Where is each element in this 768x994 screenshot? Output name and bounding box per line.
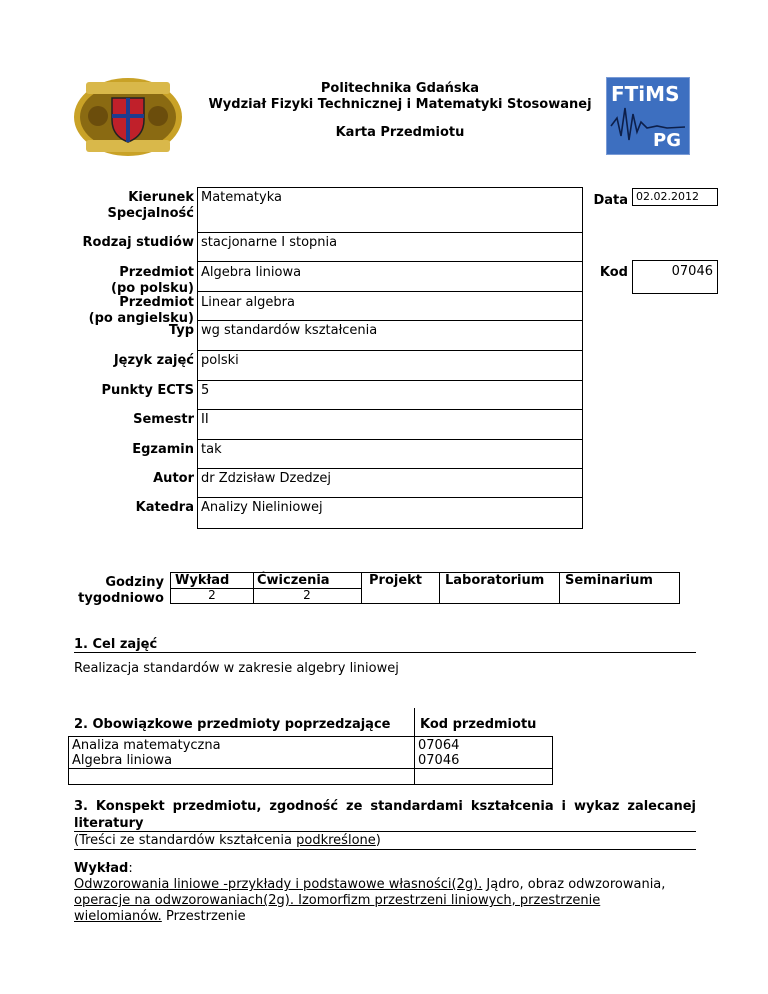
lecture-colon: :: [128, 861, 133, 876]
fields-top-border: [197, 187, 582, 188]
row-line-8: [197, 439, 582, 440]
section2-right-line: [552, 736, 553, 785]
lecture-label: Wykład: [74, 861, 129, 876]
przedmiot-en-value: Linear algebra: [201, 295, 295, 310]
row-line-5: [197, 350, 582, 351]
kierunek-value: Matematyka: [201, 190, 282, 205]
hours-table: [170, 572, 680, 604]
data-value-box: [632, 188, 718, 206]
ects-value: 5: [201, 383, 210, 398]
section1-title: 1. Cel zajęć: [74, 637, 158, 652]
godziny-label: Godziny: [105, 575, 164, 590]
typ-label: Typ: [168, 323, 194, 338]
section2-title: 2. Obowiązkowe przedmioty poprzedzające: [74, 717, 391, 732]
section2-row-rule: [68, 768, 552, 769]
doc-title: Karta Przedmiotu: [335, 125, 465, 140]
semestr-value: II: [201, 412, 209, 427]
section2-left-line: [68, 736, 69, 785]
hours-header-wyklad: Wykład: [175, 573, 230, 588]
section2-top-rule: [68, 736, 552, 737]
ftims-logo: [606, 77, 690, 155]
fields-right-border: [582, 187, 583, 529]
hours-header-cwiczenia: Ćwiczenia: [257, 573, 330, 588]
przedmiot-pl-value: Algebra liniowa: [201, 265, 302, 280]
lecture-line-1-rest: Jądro, obraz odwzorowania,: [482, 877, 666, 892]
specjalnosc-label: Specjalność: [107, 206, 194, 221]
po-angielsku-label: (po angielsku): [88, 311, 194, 326]
jezyk-value: polski: [201, 353, 239, 368]
section3-note-rule: [74, 849, 696, 850]
autor-label: Autor: [153, 471, 194, 486]
rodzaj-label: Rodzaj studiów: [82, 235, 194, 250]
row-line-4: [197, 320, 582, 321]
hours-value-cwiczenia: 2: [303, 588, 311, 602]
tygodniowo-label: tygodniowo: [78, 591, 164, 606]
hours-header-projekt: Projekt: [369, 573, 423, 588]
fields-left-border: [197, 187, 198, 529]
lecture-line-1-underlined: Odwzorowania liniowe -przykłady i podstawowe własności(2g).: [74, 877, 483, 892]
przedmiot-pl-label: Przedmiot: [119, 265, 194, 280]
section3-note-pre: (Treści ze standardów kształcenia: [74, 833, 297, 848]
lecture-line-3: [74, 908, 246, 925]
typ-value: wg standardów kształcenia: [201, 323, 378, 338]
hours-header-seminarium: Seminarium: [565, 573, 653, 588]
kod-value-box: [632, 260, 718, 294]
katedra-value: Analizy Nieliniowej: [201, 500, 323, 515]
prereq-code-2: 07046: [418, 753, 460, 768]
autor-value: dr Zdzisław Dzedzej: [201, 471, 332, 486]
jezyk-label: Język zajęć: [113, 353, 194, 368]
katedra-label: Katedra: [135, 500, 194, 515]
kod-label: Kod: [599, 265, 628, 280]
hours-col-line-2: [361, 573, 362, 603]
row-line-10: [197, 497, 582, 498]
row-line-6: [197, 380, 582, 381]
hours-header-laboratorium: Laboratorium: [445, 573, 545, 588]
row-line-3: [197, 291, 582, 292]
prereq-name-1: Analiza matematyczna: [72, 738, 221, 753]
university-name: Politechnika Gdańska: [320, 81, 480, 96]
row-line-1: [197, 232, 582, 233]
semestr-label: Semestr: [133, 412, 194, 427]
section1-text: Realizacja standardów w zakresie algebry liniowej: [74, 661, 399, 676]
przedmiot-en-label: Przedmiot: [119, 295, 194, 310]
row-line-7: [197, 409, 582, 410]
kierunek-label: Kierunek: [128, 190, 194, 205]
data-label: Data: [593, 193, 628, 208]
university-crest-logo: [72, 76, 184, 158]
data-value: 02.02.2012: [636, 190, 699, 203]
prereq-code-1: 07064: [418, 738, 460, 753]
lecture-line-1: [74, 876, 665, 893]
section3-title: 3. Konspekt przedmiotu, zgodność ze standardami kształcenia i wykaz zalecanej literatury: [74, 799, 696, 831]
row-line-2: [197, 261, 582, 262]
po-polsku-label: (po polsku): [111, 281, 194, 296]
lecture-line-2: [74, 892, 600, 909]
section2-code-header: Kod przedmiotu: [420, 717, 537, 732]
lecture-heading: [74, 860, 133, 877]
section2-bottom-rule: [68, 784, 552, 785]
rodzaj-value: stacjonarne I stopnia: [201, 235, 338, 250]
prereq-name-2: Algebra liniowa: [72, 753, 173, 768]
egzamin-label: Egzamin: [132, 442, 194, 457]
section3-note: [74, 832, 381, 849]
ects-label: Punkty ECTS: [101, 383, 194, 398]
section3-note-post: ): [375, 833, 381, 848]
hours-value-wyklad: 2: [208, 588, 216, 602]
lecture-line-2-underlined: operacje na odwzorowaniach(2g). Izomorfizm przestrzeni liniowych, przestrzenie: [74, 893, 601, 908]
section3-note-underlined: podkreślone: [296, 833, 376, 848]
lecture-line-3-underlined: wielomianów.: [74, 909, 162, 924]
section1-rule: [74, 652, 696, 653]
hours-col-line-3: [439, 573, 440, 603]
kod-value: 07046: [671, 264, 713, 279]
row-line-9: [197, 468, 582, 469]
section2-col-line: [414, 708, 415, 785]
fields-bottom-border: [197, 528, 582, 529]
faculty-name: Wydział Fizyki Technicznej i Matematyki Stosowanej: [208, 97, 592, 112]
pg-logo-text: PG: [653, 130, 681, 151]
hours-col-line-4: [559, 573, 560, 603]
egzamin-value: tak: [201, 442, 222, 457]
lecture-line-3-rest: Przestrzenie: [161, 909, 246, 924]
ftims-logo-text: FTiMS: [611, 82, 680, 106]
